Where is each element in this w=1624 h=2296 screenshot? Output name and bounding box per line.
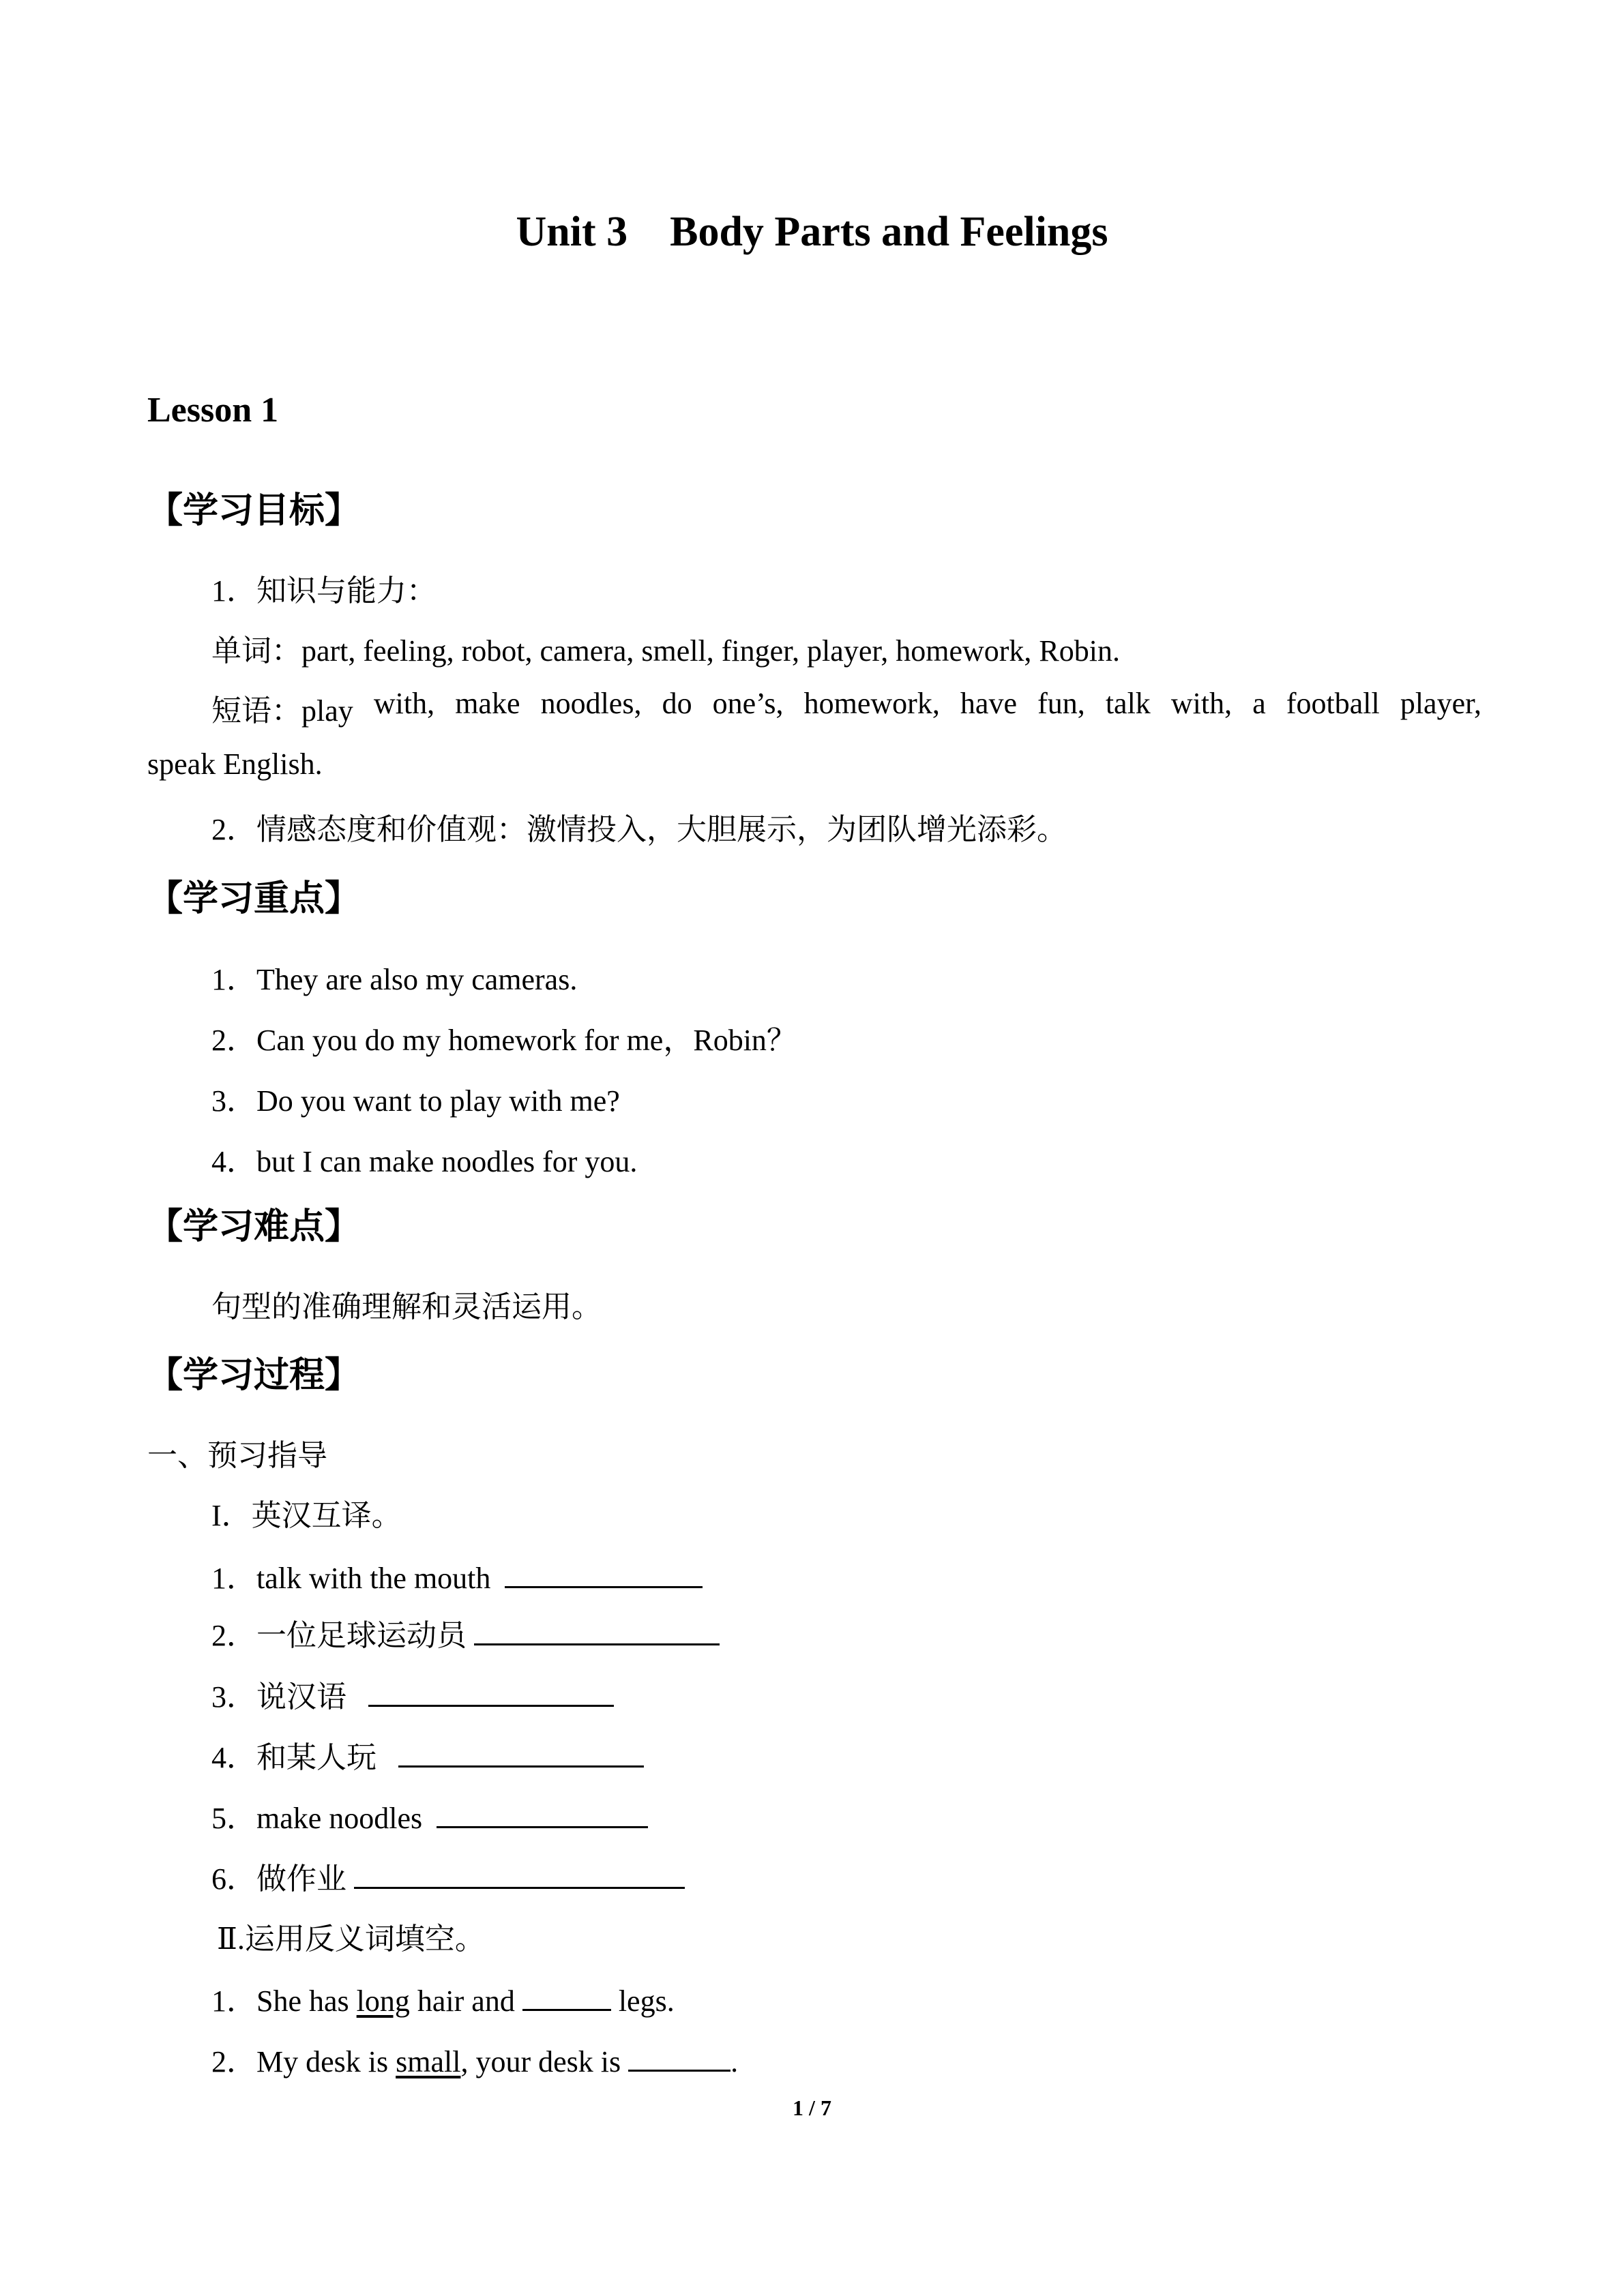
phrase-word: with, <box>373 687 435 720</box>
phrase-word: football <box>1286 687 1380 720</box>
exercise-1-title: I．英汉互译。 <box>211 1499 402 1532</box>
lesson-heading: Lesson 1 <box>147 391 279 430</box>
exercise-1-item <box>211 1733 644 1776</box>
phrase-word: one’s, <box>712 687 784 720</box>
exercise-prompt: 4．和某人玩 <box>211 1741 384 1774</box>
process-part-1: 一、预习指导 <box>147 1439 327 1472</box>
key-point-item: 3．Do you want to play with me? <box>211 1084 620 1118</box>
exercise-1-item <box>211 1611 720 1654</box>
answer-blank[interactable] <box>398 1740 644 1768</box>
page-number: 1 / 7 <box>793 2096 831 2120</box>
exercise-prompt: 1．talk with the mouth <box>211 1562 491 1595</box>
answer-blank[interactable] <box>354 1861 685 1889</box>
exercise-prompt: 2．一位足球运动员 <box>211 1619 467 1652</box>
sentence-middle: , your desk is <box>460 2045 629 2078</box>
goal-phrases <box>211 686 1481 730</box>
exercise-1-item <box>211 1793 648 1837</box>
underlined-word: small <box>396 2045 461 2078</box>
answer-blank[interactable] <box>474 1617 720 1645</box>
underlined-word: long <box>356 1984 410 2018</box>
section-key-points-heading: 【学习重点】 <box>147 878 361 919</box>
answer-blank[interactable] <box>368 1679 614 1707</box>
answer-blank[interactable] <box>522 1983 611 2011</box>
section-process-heading: 【学习过程】 <box>147 1355 361 1396</box>
page-title: Unit 3 Body Parts and Feelings <box>516 209 1108 255</box>
goal-item-1: 1．知识与能力： <box>211 574 437 608</box>
sentence-start: 1．She has <box>211 1984 357 2018</box>
exercise-2-item <box>211 2037 738 2081</box>
sentence-end: legs. <box>610 1984 675 2018</box>
phrase-word: with, <box>1170 687 1232 720</box>
phrase-word: do <box>662 687 692 720</box>
key-point-item: 1．They are also my cameras. <box>211 963 578 996</box>
goal-item-2: 2．情感态度和价值观：激情投入，大胆展示，为团队增光添彩。 <box>211 813 1067 846</box>
goal-phrases-continued: speak English. <box>147 747 323 781</box>
exercise-prompt: 5．make noodles <box>211 1802 423 1835</box>
phrase-word: noodles, <box>540 687 642 720</box>
exercise-2-item <box>211 1976 675 2020</box>
phrase-word: fun, <box>1037 687 1085 720</box>
phrase-word: talk <box>1105 687 1151 720</box>
exercise-prompt: 6．做作业 <box>211 1862 346 1896</box>
phrase-word: a <box>1252 687 1266 720</box>
phrase-word: homework, <box>803 687 940 720</box>
phrase-word: have <box>960 687 1017 720</box>
section-goals-heading: 【学习目标】 <box>147 490 361 531</box>
exercise-1-item <box>211 1854 685 1898</box>
phrase-word: make <box>455 687 520 720</box>
sentence-end: . <box>730 2045 739 2078</box>
answer-blank[interactable] <box>505 1560 703 1588</box>
section-difficulties-heading: 【学习难点】 <box>147 1206 361 1247</box>
key-point-item: 2．Can you do my homework for me，Robin？ <box>211 1024 797 1057</box>
exercise-1-item <box>211 1672 614 1716</box>
answer-blank[interactable] <box>628 2044 730 2072</box>
phrase-word: player, <box>1400 687 1481 720</box>
phrase-word: 短语：play <box>211 694 353 728</box>
goal-words: 单词：part, feeling, robot, camera, smell, finger, player, homework, Robin. <box>211 634 1120 668</box>
sentence-middle: hair and <box>409 1984 522 2018</box>
exercise-1-item <box>211 1553 703 1597</box>
answer-blank[interactable] <box>437 1800 648 1828</box>
key-point-item: 4．but I can make noodles for you. <box>211 1145 638 1178</box>
exercise-prompt: 3．说汉语 <box>211 1680 354 1714</box>
difficulty-text: 句型的准确理解和灵活运用。 <box>211 1290 602 1324</box>
sentence-start: 2．My desk is <box>211 2045 396 2078</box>
exercise-2-title: Ⅱ.运用反义词填空。 <box>217 1922 485 1956</box>
